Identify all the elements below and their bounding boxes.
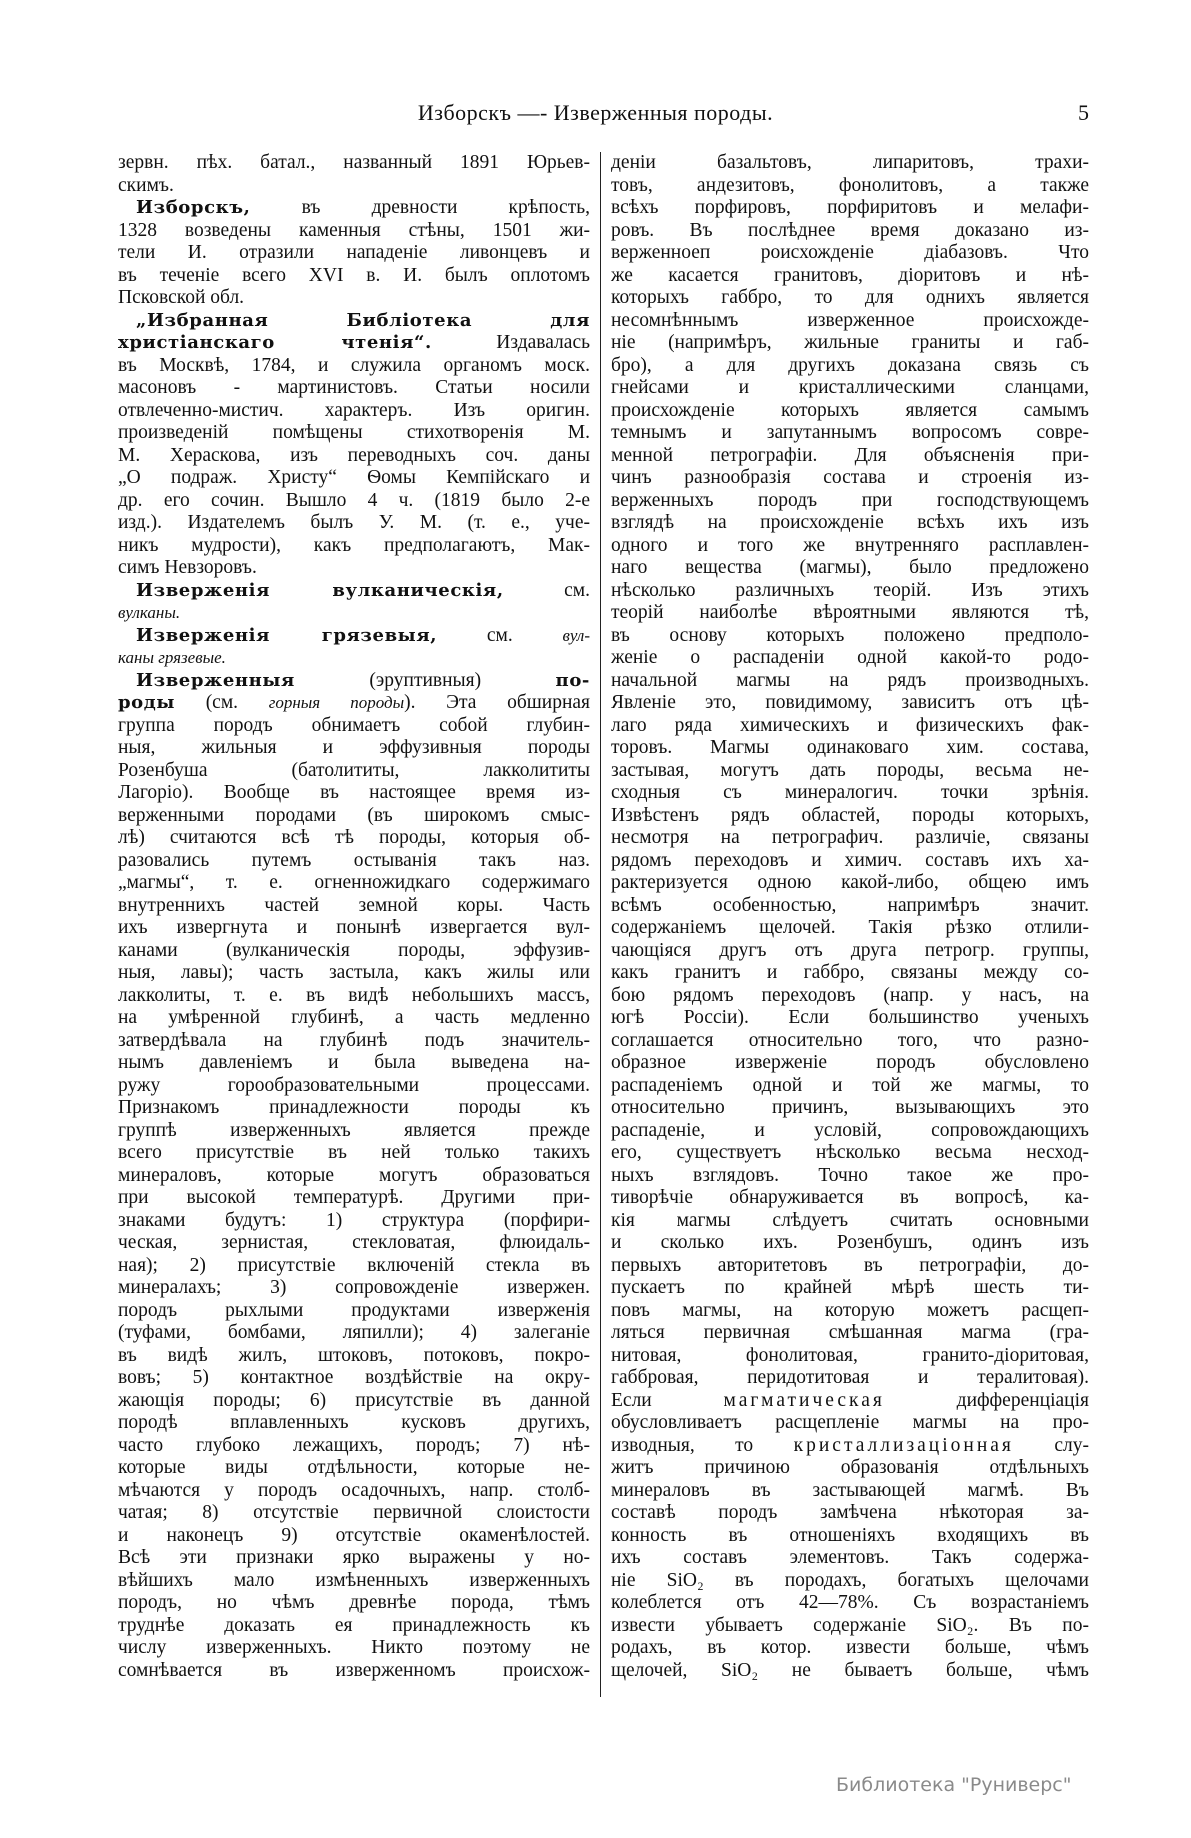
text-line bbox=[118, 512, 590, 535]
text-segment: ихъ извергнута и понынѣ извергается вул- bbox=[118, 917, 590, 938]
text-line bbox=[118, 1165, 590, 1188]
text-segment: родахъ, въ котор. извести больше, чѣмъ bbox=[611, 1637, 1089, 1658]
text-line bbox=[118, 557, 590, 580]
text-line bbox=[118, 1232, 590, 1255]
text-line bbox=[611, 1390, 1089, 1413]
text-line bbox=[118, 265, 590, 288]
text-line bbox=[611, 1075, 1089, 1098]
entry-heading: роды bbox=[118, 692, 176, 713]
text-line bbox=[611, 895, 1089, 918]
text-segment: въ древности крѣпость, bbox=[250, 197, 590, 218]
entry-heading: по- bbox=[555, 669, 590, 691]
text-segment: всѣхъ порфировъ, порфиритовъ и мелафи- bbox=[611, 197, 1089, 218]
text-segment: наго вещества (магмы), было предложено bbox=[611, 557, 1089, 578]
text-line bbox=[118, 647, 590, 670]
text-line bbox=[611, 1502, 1089, 1525]
text-line bbox=[611, 1547, 1089, 1570]
text-segment: югѣ Россіи). Если большинство ученыхъ bbox=[611, 1007, 1089, 1028]
text-segment: деніи базальтовъ, липаритовъ, трахи- bbox=[611, 152, 1089, 173]
text-segment: же касается гранитовъ, діоритовъ и нѣ- bbox=[611, 264, 1089, 286]
text-line bbox=[118, 827, 590, 850]
text-line bbox=[611, 917, 1089, 940]
text-line bbox=[611, 422, 1089, 445]
text-segment: труднѣе доказать ея принадлежность къ bbox=[118, 1614, 590, 1636]
text-line bbox=[118, 670, 590, 693]
text-segment: лаго ряда химическихъ и физическихъ фак- bbox=[611, 714, 1089, 736]
text-line bbox=[118, 1142, 590, 1165]
text-segment: темнымъ и запутаннымъ вопросомъ совре- bbox=[611, 422, 1089, 443]
text-line bbox=[118, 1345, 590, 1368]
text-segment: рактеризуется одною какой-либо, общею имъ bbox=[611, 872, 1089, 893]
text-segment: минераловъ въ застывающей магмѣ. Въ bbox=[611, 1479, 1089, 1501]
left-column bbox=[118, 152, 590, 1682]
text-segment: разовались путемъ остыванія такъ наз. bbox=[118, 849, 590, 871]
text-line bbox=[118, 737, 590, 760]
cross-reference: вул- bbox=[562, 625, 591, 645]
text-segment: всѣмъ особенностью, напримѣръ значит. bbox=[611, 894, 1089, 916]
text-line bbox=[611, 1615, 1089, 1638]
text-line bbox=[611, 760, 1089, 783]
text-line bbox=[118, 332, 590, 355]
text-segment: М. Хераскова, изъ переводныхъ соч. даны bbox=[118, 444, 590, 466]
text-segment: чатая; 8) отсутствіе первичной слоистости bbox=[118, 1502, 590, 1523]
text-line bbox=[118, 445, 590, 468]
text-line bbox=[611, 310, 1089, 333]
text-line bbox=[118, 602, 590, 625]
text-line bbox=[118, 355, 590, 378]
text-segment: сходныя съ минералогич. точки зрѣнія. bbox=[611, 782, 1089, 803]
text-segment: ляться первичная смѣшанная магма (гра- bbox=[611, 1322, 1089, 1343]
text-segment: гнейсами и кристаллическими сланцами, bbox=[611, 377, 1089, 398]
text-line bbox=[611, 647, 1089, 670]
text-segment: ніе (напримѣръ, жильные граниты и габ- bbox=[611, 332, 1089, 353]
text-line bbox=[611, 377, 1089, 400]
text-segment: которые виды отдѣльности, которые не- bbox=[118, 1457, 590, 1478]
text-segment: первыхъ авторитетовъ въ петрографіи, до- bbox=[611, 1254, 1089, 1276]
text-line bbox=[611, 1255, 1089, 1278]
text-line bbox=[118, 760, 590, 783]
header-title: Изборскъ —- Изверженныя породы. bbox=[417, 100, 774, 125]
text-segment: въ видѣ жилъ, штоковъ, потоковъ, покро- bbox=[118, 1344, 590, 1366]
text-line bbox=[611, 355, 1089, 378]
text-line bbox=[118, 1637, 590, 1660]
text-segment: нѣсколько различныхъ теорій. Изъ этихъ bbox=[611, 579, 1089, 601]
text-line bbox=[611, 1322, 1089, 1345]
text-line bbox=[611, 197, 1089, 220]
text-line bbox=[118, 1435, 590, 1458]
right-column bbox=[611, 152, 1089, 1682]
text-line bbox=[118, 422, 590, 445]
text-segment: сомнѣвается въ изверженномъ происхож- bbox=[118, 1659, 590, 1681]
text-segment: лѣ) считаются всѣ тѣ породы, которыя об- bbox=[118, 827, 590, 848]
text-line bbox=[611, 940, 1089, 963]
text-segment: тели И. отразили нападеніе ливонцевъ и bbox=[118, 242, 590, 263]
text-line bbox=[118, 1660, 590, 1683]
text-segment: чинъ разнообразія состава и строенія из- bbox=[611, 467, 1089, 488]
cross-reference: каны грязевые. bbox=[118, 648, 226, 667]
text-segment: см. bbox=[503, 579, 591, 601]
text-segment: породъ рыхлыми продуктами изверженія bbox=[118, 1299, 590, 1321]
text-line bbox=[611, 445, 1089, 468]
text-line bbox=[118, 940, 590, 963]
text-line bbox=[611, 1097, 1089, 1120]
text-line bbox=[118, 715, 590, 738]
text-segment: и наконецъ 9) отсутствіе окаменѣлостей. bbox=[118, 1524, 590, 1546]
text-segment: всего присутствіе въ ней только такихъ bbox=[118, 1142, 590, 1163]
page-number: 5 bbox=[1078, 100, 1089, 125]
text-segment: см. bbox=[437, 624, 563, 646]
text-line bbox=[611, 287, 1089, 310]
text-segment: женіе о распаденіи одной какой-то родо- bbox=[611, 647, 1089, 668]
text-segment: Розенбуша (батолититы, лакколититы bbox=[118, 759, 590, 781]
text-segment: ныхъ взглядовъ. Точно такое же про- bbox=[611, 1164, 1089, 1186]
text-segment: теорій наиболѣе вѣроятными являются тѣ, bbox=[611, 602, 1089, 623]
text-segment: пускаетъ по крайней мѣрѣ шесть ти- bbox=[611, 1277, 1089, 1298]
cross-reference: вулканы. bbox=[118, 603, 181, 622]
text-line bbox=[118, 1300, 590, 1323]
text-segment: масоновъ - мартинистовъ. Статьи носили bbox=[118, 377, 590, 398]
text-segment: верженными породами (въ широкомъ смыс- bbox=[118, 804, 590, 826]
text-line bbox=[611, 737, 1089, 760]
text-segment: Признакомъ принадлежности породы къ bbox=[118, 1097, 590, 1118]
text-line bbox=[118, 1030, 590, 1053]
text-line bbox=[611, 1052, 1089, 1075]
text-segment: ). Эта обширная bbox=[404, 692, 591, 713]
text-line bbox=[118, 625, 590, 648]
text-segment: минераловъ, которые могутъ образоваться bbox=[118, 1164, 590, 1186]
text-segment: обусловливаетъ расщепленіе магмы на про- bbox=[611, 1412, 1089, 1433]
text-segment: изводныя, то bbox=[611, 1434, 794, 1456]
text-segment: торовъ. Магмы одинаковаго хим. состава, bbox=[611, 737, 1089, 758]
text-segment: 1328 возведены каменныя стѣны, 1501 жи- bbox=[118, 219, 590, 241]
text-line bbox=[118, 467, 590, 490]
library-watermark: Библиотека "Руниверс" bbox=[836, 1774, 1072, 1796]
text-line bbox=[118, 1570, 590, 1593]
text-line bbox=[611, 715, 1089, 738]
text-line bbox=[611, 490, 1089, 513]
text-segment: никъ мудрости), какъ предполагаютъ, Мак- bbox=[118, 534, 590, 556]
text-segment: одного и того же внутренняго расплавлен- bbox=[611, 534, 1089, 556]
text-segment: распаденіе, и условій, сопровождающихъ bbox=[611, 1119, 1089, 1141]
text-line bbox=[611, 1210, 1089, 1233]
text-segment: ческая, зернистая, стекловатая, флюидаль- bbox=[118, 1232, 590, 1253]
text-segment: чающіяся другъ отъ друга петрогр. группы, bbox=[611, 939, 1089, 961]
text-line bbox=[118, 377, 590, 400]
running-header bbox=[0, 100, 1191, 130]
text-line bbox=[611, 1277, 1089, 1300]
text-segment: Явленіе это, повидимому, зависитъ отъ цѣ- bbox=[611, 692, 1089, 713]
text-line bbox=[118, 850, 590, 873]
text-line bbox=[118, 985, 590, 1008]
text-segment: менной петрографіи. Для объясненія при- bbox=[611, 444, 1089, 466]
text-segment: породѣ вплавленныхъ кусковъ другихъ, bbox=[118, 1412, 590, 1433]
text-segment: бро), а для другихъ доказана связь съ bbox=[611, 354, 1089, 376]
text-segment: Всѣ эти признаки ярко выражены у но- bbox=[118, 1547, 590, 1568]
text-segment: габбровая, перидотитовая и тералитовая). bbox=[611, 1367, 1089, 1388]
text-line bbox=[611, 220, 1089, 243]
entry-heading: Изверженія грязевыя, bbox=[136, 624, 438, 646]
text-line bbox=[611, 1120, 1089, 1143]
text-line bbox=[118, 1075, 590, 1098]
text-line bbox=[611, 535, 1089, 558]
entry-heading: Изборскъ, bbox=[136, 197, 251, 218]
text-line bbox=[611, 782, 1089, 805]
text-segment: застывая, могутъ дать породы, весьма не- bbox=[611, 759, 1089, 781]
text-segment: тиворѣчіе обнаруживается въ вопросѣ, ка- bbox=[611, 1187, 1089, 1208]
text-segment: верженныхъ породъ при господствующемъ bbox=[611, 489, 1089, 511]
text-segment: рядомъ переходовъ и химич. составъ ихъ ха- bbox=[611, 849, 1089, 871]
text-segment: составѣ породъ замѣчена нѣкоторая за- bbox=[611, 1502, 1089, 1523]
text-line bbox=[118, 1255, 590, 1278]
text-segment: нитовая, фонолитовая, гранито-діоритовая, bbox=[611, 1344, 1089, 1366]
text-line bbox=[611, 1660, 1089, 1683]
text-segment: Если bbox=[611, 1389, 724, 1411]
text-line bbox=[118, 895, 590, 918]
text-segment: содержаніемъ щелочей. Такія рѣзко отлили- bbox=[611, 917, 1089, 938]
text-segment: произведеній помѣщены стихотворенія М. bbox=[118, 422, 590, 443]
text-segment: знаками будутъ: 1) структура (порфири- bbox=[118, 1209, 590, 1231]
text-segment: Извѣстенъ рядъ областей, породы которыхъ, bbox=[611, 804, 1089, 826]
text-line bbox=[611, 512, 1089, 535]
text-line bbox=[611, 1367, 1089, 1390]
text-line bbox=[118, 962, 590, 985]
text-segment: часто глубоко лежащихъ, породъ; 7) нѣ- bbox=[118, 1434, 590, 1456]
text-line bbox=[611, 1570, 1089, 1593]
entry-heading: Изверженія вулканическія, bbox=[136, 579, 504, 601]
text-segment: извести убываетъ содержаніе SiO₂. Въ по- bbox=[611, 1614, 1089, 1636]
text-line bbox=[118, 220, 590, 243]
text-segment: Лагоріо). Вообще въ настоящее время из- bbox=[118, 782, 590, 803]
text-line bbox=[611, 1165, 1089, 1188]
text-line bbox=[118, 1592, 590, 1615]
text-segment: ныя, лавы); часть застыла, какъ жилы или bbox=[118, 962, 590, 983]
text-segment: „О подраж. Христу“ Ѳомы Кемпійскаго и bbox=[118, 467, 590, 488]
text-line bbox=[118, 1390, 590, 1413]
text-line bbox=[118, 1457, 590, 1480]
text-segment: дифференціація bbox=[884, 1389, 1089, 1411]
text-segment: въ теченіе всего XVI в. И. былъ оплотомъ bbox=[118, 264, 590, 286]
text-line bbox=[118, 1007, 590, 1030]
text-line bbox=[611, 1637, 1089, 1660]
text-line bbox=[611, 625, 1089, 648]
text-line bbox=[118, 197, 590, 220]
text-segment: отвлеченно-мистич. характеръ. Изъ оригин. bbox=[118, 399, 590, 421]
text-segment: лакколиты, т. е. въ видѣ небольшихъ массъ, bbox=[118, 984, 590, 1006]
text-line bbox=[611, 557, 1089, 580]
text-line bbox=[118, 1615, 590, 1638]
text-segment: житъ причиною образованія отдѣльныхъ bbox=[611, 1457, 1089, 1478]
text-segment: нымъ давленіемъ и была выведена на- bbox=[118, 1052, 590, 1073]
text-segment: внутреннихъ частей земной коры. Часть bbox=[118, 894, 590, 916]
text-line bbox=[118, 490, 590, 513]
text-line bbox=[611, 332, 1089, 355]
entry-heading: Изверженныя bbox=[136, 669, 295, 691]
text-line bbox=[611, 152, 1089, 175]
text-line bbox=[118, 692, 590, 715]
text-line bbox=[118, 1277, 590, 1300]
text-segment: группа породъ обнимаетъ собой глубин- bbox=[118, 714, 590, 736]
text-line bbox=[611, 1435, 1089, 1458]
text-segment: зервн. пѣх. батал., названный 1891 Юрьев- bbox=[118, 152, 590, 173]
text-line bbox=[118, 1412, 590, 1435]
text-line bbox=[611, 1030, 1089, 1053]
text-line bbox=[118, 917, 590, 940]
text-line bbox=[611, 265, 1089, 288]
text-segment: затвердѣвала на глубинѣ подъ значитель- bbox=[118, 1029, 590, 1051]
entry-heading: „Избранная Библіотека для bbox=[136, 309, 590, 331]
spaced-term: магматическая bbox=[723, 1389, 885, 1411]
text-line bbox=[611, 1412, 1089, 1435]
text-segment: верженноеп роисхожденіе діабазовъ. Что bbox=[611, 242, 1089, 263]
text-segment: „магмы“, т. е. огненножидкаго содержимаго bbox=[118, 872, 590, 893]
text-line bbox=[118, 782, 590, 805]
text-segment: симъ Невзоровъ. bbox=[118, 557, 257, 578]
text-line bbox=[118, 580, 590, 603]
text-segment: происхожденіе которыхъ является самымъ bbox=[611, 399, 1089, 421]
text-line bbox=[611, 872, 1089, 895]
cross-reference: горныя породы bbox=[268, 693, 405, 712]
text-segment: мѣчаются у породъ осадочныхъ, напр. столб- bbox=[118, 1479, 590, 1501]
text-line bbox=[118, 872, 590, 895]
text-segment: минералахъ; 3) сопровожденіе извержен. bbox=[118, 1277, 590, 1298]
text-segment: товъ, андезитовъ, фонолитовъ, а также bbox=[611, 174, 1089, 196]
text-line bbox=[118, 1547, 590, 1570]
text-segment: (эруптивныя) bbox=[294, 669, 556, 691]
text-line bbox=[611, 962, 1089, 985]
text-segment: конность въ отношеніяхъ входящихъ въ bbox=[611, 1524, 1089, 1546]
text-segment: колеблется отъ 42—78%. Съ возрастаніемъ bbox=[611, 1592, 1089, 1613]
text-segment: слу- bbox=[1013, 1434, 1089, 1456]
text-line bbox=[611, 1142, 1089, 1165]
text-line bbox=[611, 467, 1089, 490]
text-segment: повъ магмы, на которую можетъ расщеп- bbox=[611, 1299, 1089, 1321]
text-segment: ружу горообразовательными процессами. bbox=[118, 1074, 590, 1096]
spaced-term: кристаллизаціонная bbox=[793, 1434, 1014, 1456]
text-segment: несомнѣннымъ изверженное происхожде- bbox=[611, 309, 1089, 331]
text-line bbox=[611, 175, 1089, 198]
text-segment: въ Москвѣ, 1784, и служила органомъ моск. bbox=[118, 354, 590, 376]
text-line bbox=[611, 1457, 1089, 1480]
text-segment: Псковской обл. bbox=[118, 287, 245, 308]
text-segment: вѣйшихъ мало измѣненныхъ изверженныхъ bbox=[118, 1569, 590, 1591]
text-line bbox=[611, 400, 1089, 423]
text-segment: его, существуетъ нѣсколько весьма несход- bbox=[611, 1142, 1089, 1163]
text-segment: вовъ; 5) контактное воздѣйствіе на окру- bbox=[118, 1367, 590, 1388]
text-segment: канами (вулканическія породы, эффузив- bbox=[118, 939, 590, 961]
text-line bbox=[118, 175, 590, 198]
text-line bbox=[118, 1052, 590, 1075]
text-segment: ровъ. Въ послѣднее время доказано из- bbox=[611, 219, 1089, 241]
text-line bbox=[611, 850, 1089, 873]
text-line bbox=[611, 827, 1089, 850]
text-line bbox=[118, 1322, 590, 1345]
text-line bbox=[611, 602, 1089, 625]
text-segment: при высокой температурѣ. Другими при- bbox=[118, 1187, 590, 1208]
text-segment: (см. bbox=[175, 692, 269, 713]
text-line bbox=[118, 805, 590, 828]
text-segment: ніе SiO₂ въ породахъ, богатыхъ щелочами bbox=[611, 1569, 1089, 1591]
text-line bbox=[118, 1210, 590, 1233]
text-segment: скимъ. bbox=[118, 174, 174, 196]
text-segment: какъ гранитъ и габбро, связаны между со- bbox=[611, 962, 1089, 983]
text-line bbox=[118, 287, 590, 310]
text-segment: др. его сочин. Вышло 4 ч. (1819 было 2-е bbox=[118, 489, 590, 511]
text-line bbox=[611, 242, 1089, 265]
text-line bbox=[118, 1367, 590, 1390]
text-segment: изд.). Издателемъ былъ У. М. (т. е., уче- bbox=[118, 512, 590, 533]
text-segment: на умѣренной глубинѣ, а часть медленно bbox=[118, 1007, 590, 1028]
text-segment: образное изверженіе породъ обусловлено bbox=[611, 1052, 1089, 1073]
text-segment: кія магмы слѣдуетъ считать основными bbox=[611, 1209, 1089, 1231]
text-line bbox=[611, 1300, 1089, 1323]
text-segment: (туфами, бомбами, ляпилли); 4) залеганіе bbox=[118, 1322, 590, 1343]
text-segment: Издавалась bbox=[431, 332, 590, 353]
text-line bbox=[118, 1187, 590, 1210]
text-segment: жающія породы; 6) присутствіе въ данной bbox=[118, 1389, 590, 1411]
text-line bbox=[118, 400, 590, 423]
text-segment: бою рядомъ переходовъ (напр. у насъ, на bbox=[611, 984, 1089, 1006]
text-segment: несмотря на петрографич. различіе, связаны bbox=[611, 827, 1089, 848]
text-line bbox=[118, 1120, 590, 1143]
text-segment: числу изверженныхъ. Никто поэтому не bbox=[118, 1637, 590, 1658]
text-segment: группѣ изверженныхъ является прежде bbox=[118, 1119, 590, 1141]
text-line bbox=[611, 670, 1089, 693]
text-segment: которыхъ габбро, то для однихъ является bbox=[611, 287, 1089, 308]
text-line bbox=[611, 580, 1089, 603]
text-line bbox=[118, 310, 590, 333]
text-segment: ныя, жильныя и эффузивныя породы bbox=[118, 737, 590, 758]
text-line bbox=[611, 1480, 1089, 1503]
text-line bbox=[118, 152, 590, 175]
text-line bbox=[118, 1097, 590, 1120]
column-divider bbox=[600, 152, 601, 1697]
text-segment: взглядѣ на происхожденіе всѣхъ ихъ изъ bbox=[611, 512, 1089, 533]
text-segment: въ основу которыхъ положено предполо- bbox=[611, 624, 1089, 646]
text-segment: щелочей, SiO₂ не бываетъ больше, чѣмъ bbox=[611, 1659, 1089, 1681]
text-line bbox=[611, 1592, 1089, 1615]
text-line bbox=[611, 985, 1089, 1008]
text-segment: ихъ составъ элементовъ. Такъ содержа- bbox=[611, 1547, 1089, 1568]
text-segment: относительно причинъ, вызывающихъ это bbox=[611, 1097, 1089, 1118]
text-line bbox=[611, 1525, 1089, 1548]
text-segment: соглашается относительно того, что разно- bbox=[611, 1029, 1089, 1051]
text-line bbox=[611, 1007, 1089, 1030]
text-line bbox=[118, 1525, 590, 1548]
text-line bbox=[118, 1502, 590, 1525]
text-line bbox=[118, 242, 590, 265]
text-segment: породъ, но чѣмъ древнѣе порода, тѣмъ bbox=[118, 1592, 590, 1613]
text-segment: и сколько ихъ. Розенбушъ, одинъ изъ bbox=[611, 1232, 1089, 1253]
text-segment: начальной магмы на рядъ производныхъ. bbox=[611, 669, 1089, 691]
entry-heading: христіанскаго чтенія“. bbox=[118, 332, 432, 353]
text-line bbox=[118, 1480, 590, 1503]
text-line bbox=[611, 805, 1089, 828]
text-line bbox=[118, 535, 590, 558]
text-segment: распаденіемъ одной и той же магмы, то bbox=[611, 1074, 1089, 1096]
text-line bbox=[611, 1232, 1089, 1255]
text-line bbox=[611, 1345, 1089, 1368]
text-line bbox=[611, 692, 1089, 715]
text-segment: ная); 2) присутствіе включеній стекла въ bbox=[118, 1254, 590, 1276]
text-line bbox=[611, 1187, 1089, 1210]
